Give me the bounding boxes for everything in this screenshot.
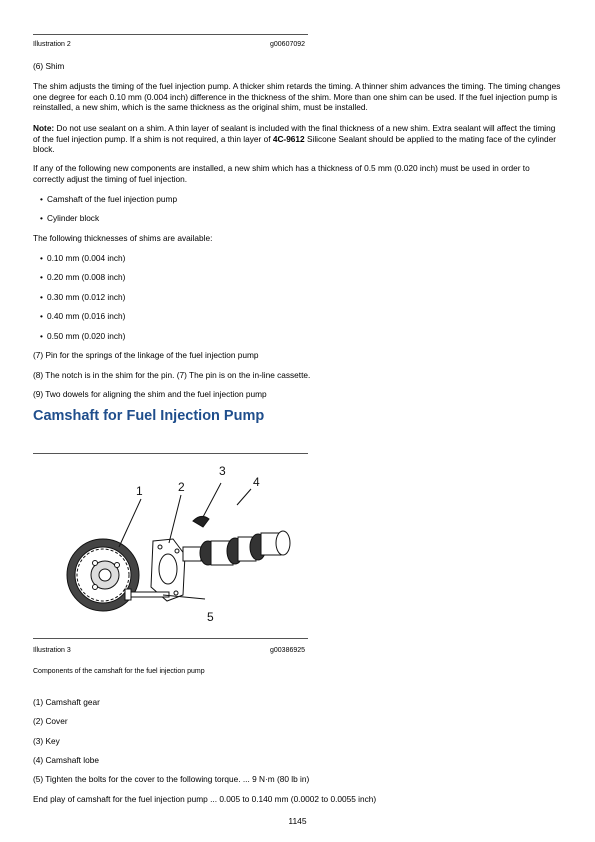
figure-bottom-divider [33,638,308,639]
callout-5: 5 [207,610,214,624]
list-item-component: • Camshaft of the fuel injection pump [47,194,177,204]
part-5: (5) Tighten the bolts for the cover to the following torque. ... 9 N·m (80 lb in) [33,774,310,784]
item-7-pin: (7) Pin for the springs of the linkage of the fuel injection pump [33,350,259,360]
list-item-thickness: • 0.10 mm (0.004 inch) [47,253,125,263]
illustration-2-label: Illustration 2 [33,41,71,48]
top-divider [33,34,308,35]
section-title: Camshaft for Fuel Injection Pump [33,408,265,424]
part-1: (1) Camshaft gear [33,697,100,707]
list-item-thickness: • 0.50 mm (0.020 inch) [47,331,125,341]
list-item-component: • Cylinder block [47,213,99,223]
camshaft-exploded-illustration [33,455,308,635]
part-number: 4C-9612 [272,133,305,144]
paragraph-shim: The shim adjusts the timing of the fuel injection pump. A thicker shim retards the timing. A thinner shim advances the timing. The timing changes one degree for each 0.10 mm (0.004 inch) difference in the thickness of the shim. More than one shim can be used. If the fuel injection pump is reinstalled, a new shim, which is the same thickness as the original shim, must be installed. [33,81,561,113]
figure-top-divider [33,453,308,454]
key [193,516,209,527]
callout-4: 4 [253,475,260,489]
item-9-dowels: (9) Two dowels for aligning the shim and the fuel injection pump [33,389,267,399]
item-8-notch: (8) The notch is in the shim for the pin. (7) The pin is on the in-line cassette. [33,370,311,380]
list-item-thickness: • 0.30 mm (0.012 inch) [47,292,125,302]
callout-3: 3 [219,464,226,478]
callout-2: 2 [178,480,185,494]
item-6-shim: (6) Shim [33,61,65,71]
paragraph-new-components: If any of the following new components are installed, a new shim which has a thickness of 0.5 mm (0.020 inch) must be used in order to correctly adjust the timing of fuel injection. [33,163,530,184]
illustration-3-caption: Components of the camshaft for the fuel injection pump [33,668,205,675]
illustration-3-id: g00386925 [270,647,306,654]
part-2: (2) Cover [33,716,68,726]
illustration-3-label: Illustration 3 [33,647,71,654]
part-4: (4) Camshaft lobe [33,755,99,765]
note-text-1: Do not use sealant on a shim. A thin layer of sealant is included with the final thickness of a new shim. Extra sealant will affect the timing of the fuel injection pump. If a shim is not required, a thin layer of [33,123,556,144]
camshaft [183,531,290,565]
illustration-2-id: g00607092 [270,41,306,48]
paragraph-thicknesses: The following thicknesses of shims are available: [33,233,213,243]
note-paragraph [33,123,563,155]
list-item-thickness: • 0.40 mm (0.016 inch) [47,311,125,321]
page-number: 1145 [288,816,307,826]
end-play-spec: End play of camshaft for the fuel injection pump ... 0.005 to 0.140 mm (0.0002 to 0.0055 inch) [33,794,377,804]
note-text-2: Silicone Sealant should be applied to the mating face of the cylinder block. [33,133,557,155]
callout-1: 1 [136,484,143,498]
list-item-thickness: • 0.20 mm (0.008 inch) [47,272,125,282]
part-3: (3) Key [33,736,60,746]
note-label: Note: [33,123,55,133]
